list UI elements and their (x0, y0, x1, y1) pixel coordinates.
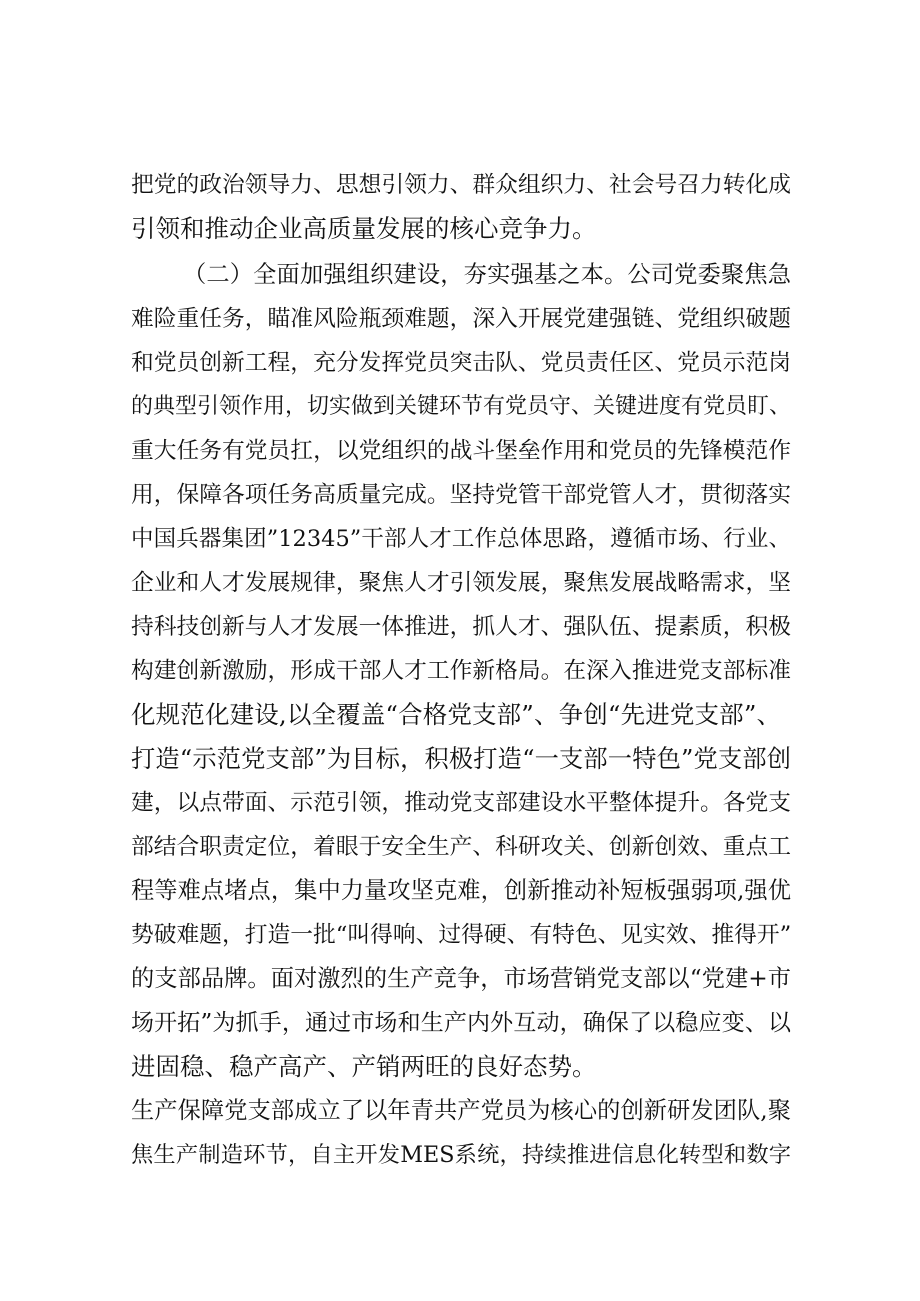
section-heading-line: （二）全面加强组织建设，夯实强基之本。公司党委聚焦急 (183, 261, 791, 288)
text-line: 的典型引领作用，切实做到关键环节有党员守、关键进度有党员盯、 (131, 394, 792, 419)
text-line: 中国兵器集团”12345”干部人才工作总体思路，遵循市场、行业、 (131, 526, 791, 552)
text-line: 生产保障党支部成立了以年青共产党员为核心的创新研发团队,聚 (131, 1097, 791, 1124)
text-line: 进固稳、稳产高产、产销两旺的良好态势。 (131, 1052, 597, 1081)
text-line: 和党员创新工程，充分发挥党员突击队、党员责任区、党员示范岗 (131, 350, 791, 376)
text-line: 重大任务有党员扛，以党组织的战斗堡垒作用和党员的先锋模范作 (131, 438, 791, 464)
text-line: 化规范化建设,以全覆盖“合格党支部”、争创“先进党支部”、 (131, 700, 781, 729)
text-line: 难险重任务，瞄准风险瓶颈难题，深入开展党建强链、党组织破题 (131, 306, 791, 332)
text-line: 引领和推动企业高质量发展的核心竞争力。 (131, 214, 597, 243)
text-line: 程等难点堵点，集中力量攻坚克难，创新推动补短板强弱项,强优 (131, 877, 791, 904)
text-line: 把党的政治领导力、思想引领力、群众组织力、社会号召力转化成 (131, 172, 791, 198)
text-line: 部结合职责定位，着眼于安全生产、科研攻关、创新创效、重点工 (131, 834, 791, 860)
text-line: 势破难题，打造一批“叫得响、过得硬、有特色、见实效、推得开” (131, 922, 792, 948)
text-line: 构建创新激励，形成干部人才工作新格局。在深入推进党支部标准 (131, 658, 791, 684)
text-line: 焦生产制造环节，自主开发MES系统，持续推进信息化转型和数字 (131, 1142, 791, 1168)
text-line: 用，保障各项任务高质量完成。坚持党管干部党管人才，贯彻落实 (131, 482, 791, 508)
text-line: 的支部品牌。面对激烈的生产竞争，市场营销党支部以“党建+市 (131, 965, 791, 992)
text-line: 场开拓”为抓手，通过市场和生产内外互动，确保了以稳应变、以 (131, 1010, 791, 1036)
text-line: 企业和人才发展规律，聚焦人才引领发展，聚焦发展战略需求，坚 (131, 570, 791, 596)
text-line: 持科技创新与人才发展一体推进，抓人才、强队伍、提素质，积极 (131, 614, 791, 640)
text-line: 建，以点带面、示范引领，推动党支部建设水平整体提升。各党支 (131, 790, 791, 816)
text-line: 打造“示范党支部”为目标，积极打造“一支部一特色”党支部创 (131, 744, 791, 773)
